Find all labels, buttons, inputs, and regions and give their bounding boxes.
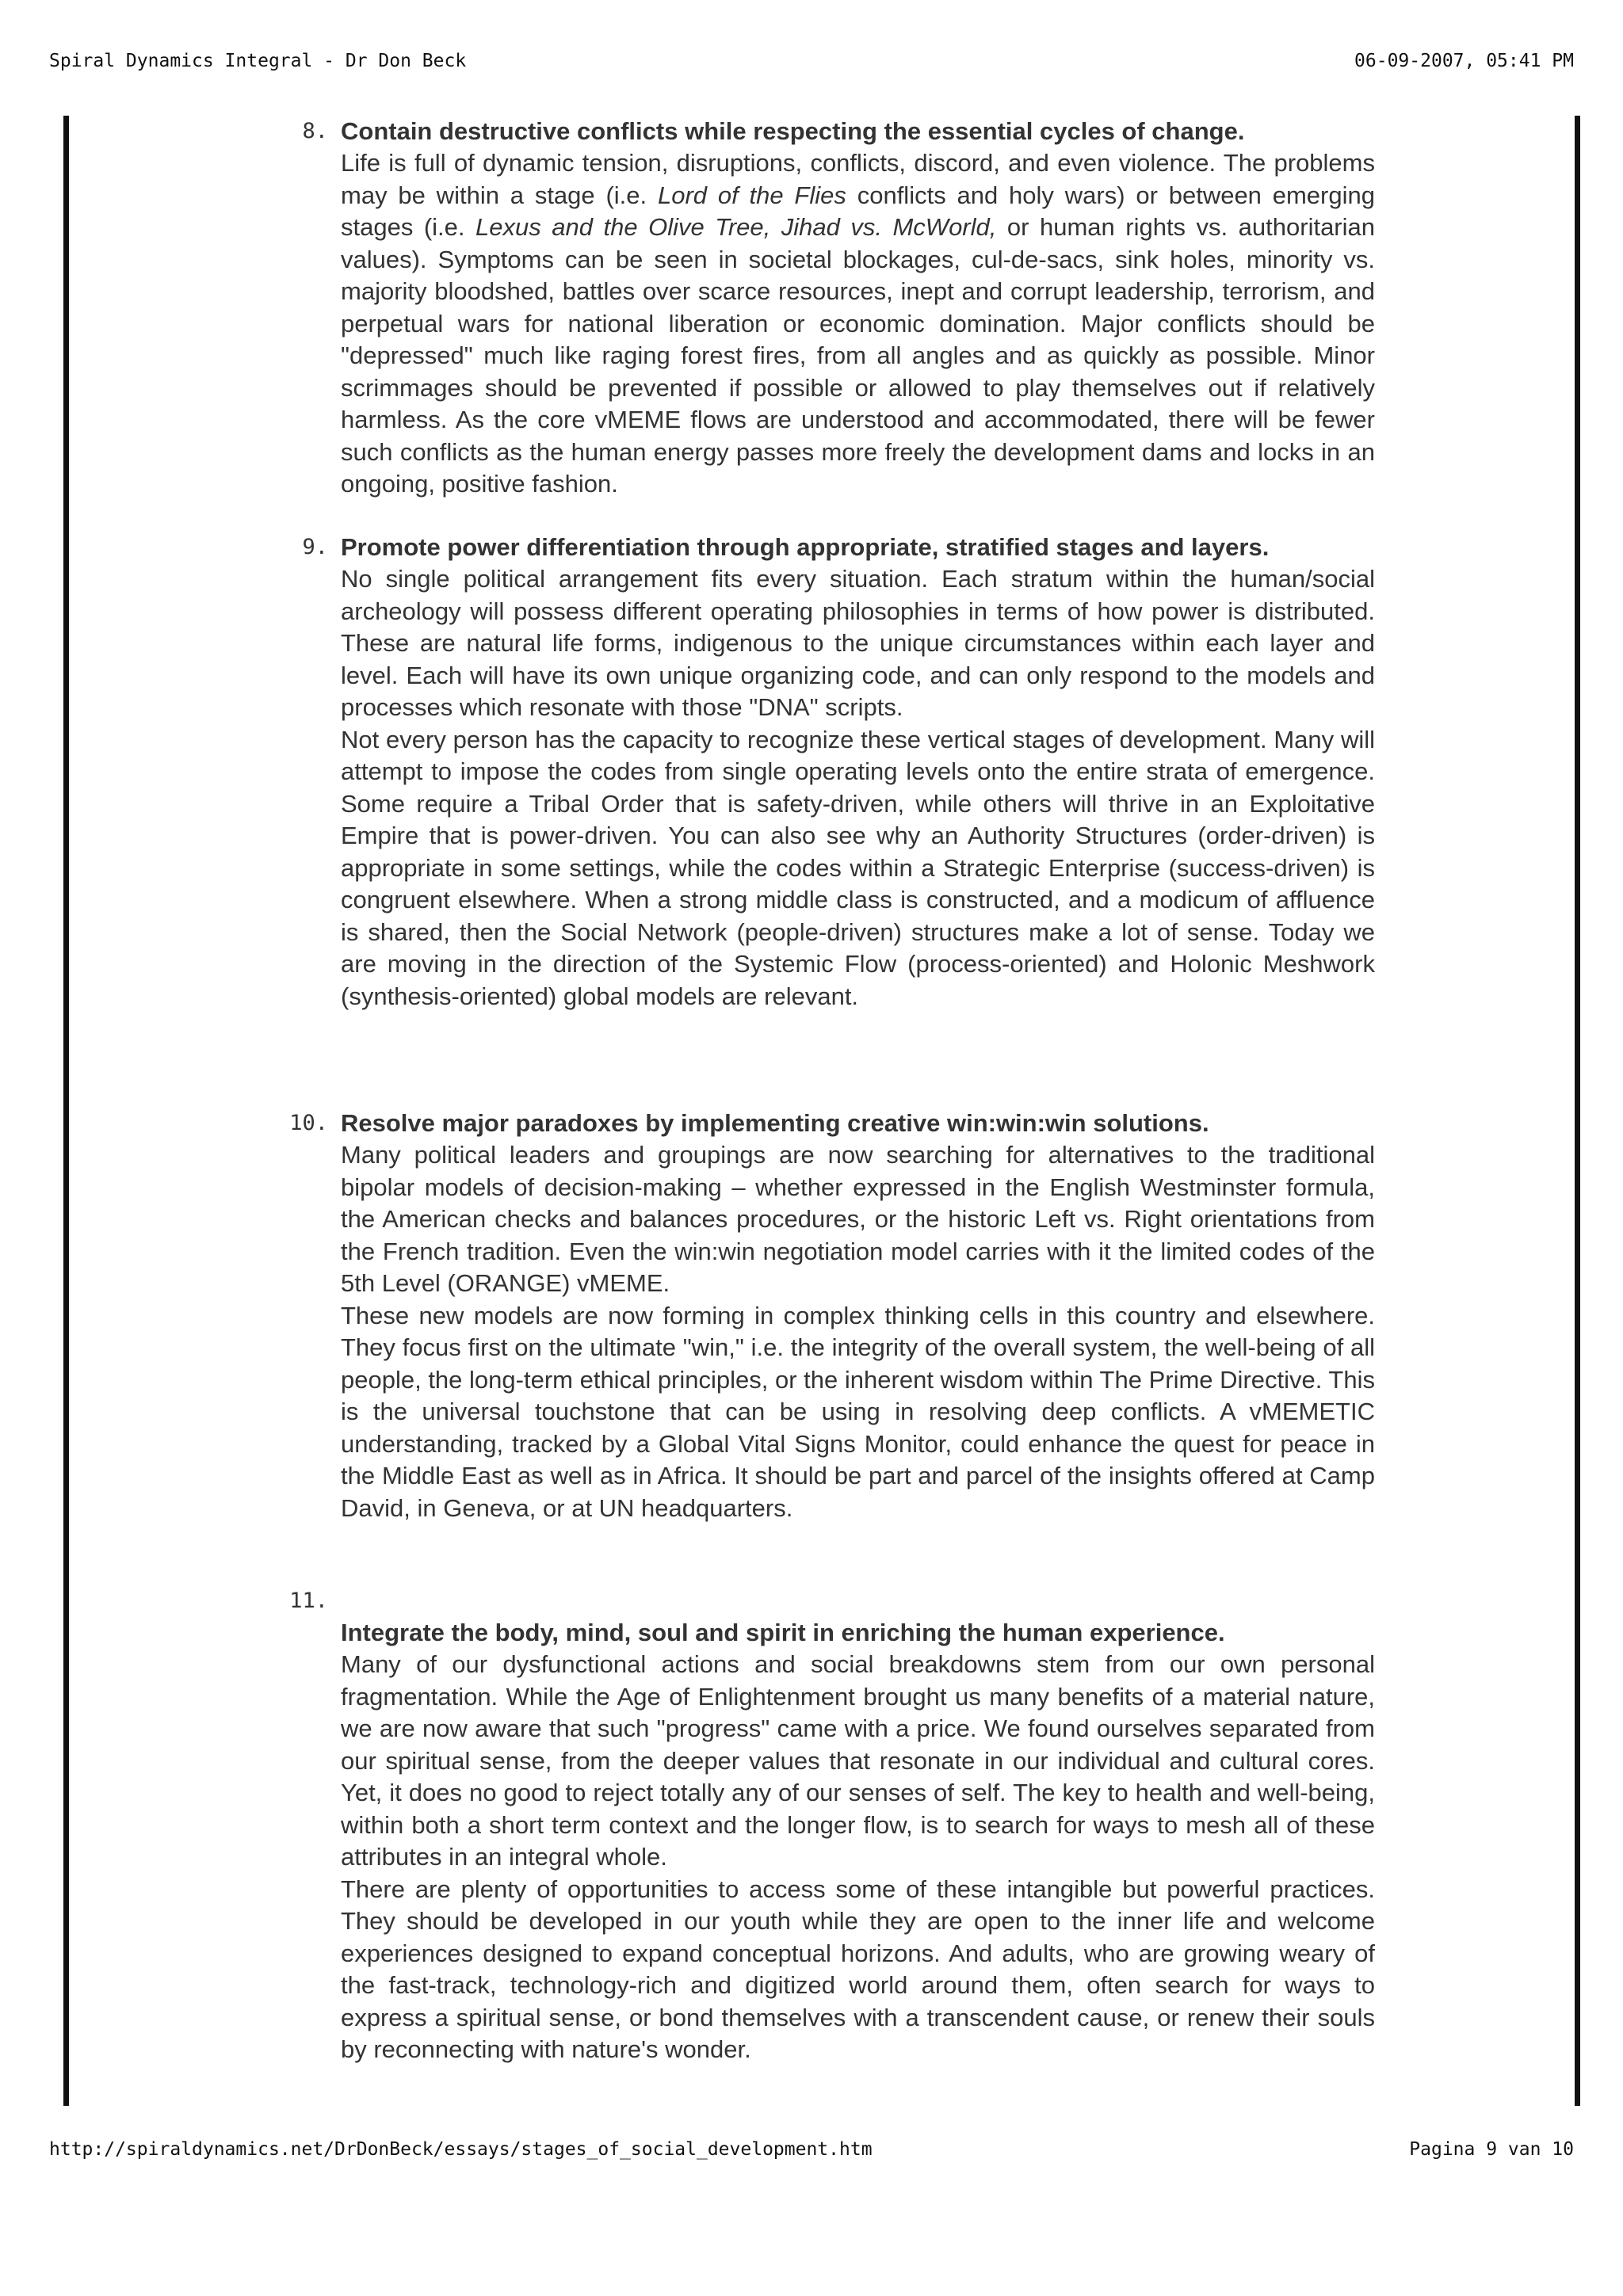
paragraph-text: conflicts and holy wars) or between emerging stages (i.e. <box>341 181 1375 241</box>
list-item-10 <box>289 1108 1375 1524</box>
page-footer <box>49 2139 1574 2160</box>
paragraph-text: Life is full of dynamic tension, disruptions, conflicts, discord, and even violence. The problems may be within a stage (i.e. <box>341 149 1375 209</box>
paragraph-text: or human rights vs. authoritarian values). Symptoms can be seen in societal blockages, cul-de-sacs, sink holes, minority vs. majority bloodshed, battles over scarce resources, inept and corrupt leadership, terrorism, and perpetual wars for national liberation or economic domination. Major conflicts should be "depressed" much like raging forest fires, from all angles and as quickly as possible. Minor scrimmages should be prevented if possible or allowed to play themselves out if relatively harmless. As the core vMEME flows are understood and accommodated, there will be fewer such conflicts as the human energy passes more freely the development dams and locks in an ongoing, positive fashion. <box>341 213 1376 498</box>
list-item-9 <box>302 532 1375 1013</box>
item-number: 11. <box>289 1589 328 1613</box>
item-paragraph: Not every person has the capacity to recognize these vertical stages of development. Many will attempt to impose the codes from single operating levels onto the entire strata of emergence. Some require a Tribal Order that is safety-driven, while others will thrive in an Exploitative Empire that is power-driven. You can also see why an Authority Structures (order-driven) is appropriate in some settings, while the codes within a Strategic Enterprise (success-driven) is congruent elsewhere. When a strong middle class is constructed, and a modicum of affluence is shared, then the Social Network (people-driven) structures make a lot of sense. Today we are moving in the direction of the Systemic Flow (process-oriented) and Holonic Meshwork (synthesis-oriented) global models are relevant. <box>341 725 1375 1010</box>
item-paragraph: These new models are now forming in complex thinking cells in this country and elsewhere. They focus first on the ultimate "win," i.e. the integrity of the overall system, the well-being of all people, the long-term ethical principles, or the inherent wisdom within The Prime Directive. This is the universal touchstone that can be using in resolving deep conflicts. A vMEMETIC understanding, tracked by a Global Vital Signs Monitor, could enhance the quest for peace in the Middle East as well as in Africa. It should be part and parcel of the insights offered at Camp David, in Geneva, or at UN headquarters. <box>341 1301 1375 1522</box>
list-item-11 <box>289 1585 1375 2066</box>
item-paragraph: Many political leaders and groupings are now searching for alternatives to the traditional bipolar models of decision-making – whether expressed in the English Westminster formula, the American checks and balances procedures, or the historic Left vs. Right orientations from the French tradition. Even the win:win negotiation model carries with it the limited codes of the 5th Level (ORANGE) vMEME. <box>341 1141 1375 1297</box>
book-title: Lexus and the Olive Tree, Jihad vs. McWorld, <box>475 213 997 241</box>
footer-url[interactable]: http://spiraldynamics.net/DrDonBeck/essays/stages_of_social_development.htm <box>49 2139 873 2160</box>
page-header <box>49 51 1574 71</box>
footer-page-number: Pagina 9 van 10 <box>1409 2139 1574 2160</box>
header-datetime: 06-09-2007, 05:41 PM <box>1354 51 1574 71</box>
item-paragraph: There are plenty of opportunities to access some of these intangible but powerful practices. They should be developed in our youth while they are open to the inner life and welcome experiences designed to expand conceptual horizons. And adults, who are growing weary of the fast-track, technology-rich and digitized world around them, often search for ways to express a spiritual sense, or bond themselves with a transcendent cause, or renew their souls by reconnecting with nature's wonder. <box>341 1875 1375 2063</box>
item-heading: Promote power differentiation through appropriate, stratified stages and layers. <box>341 533 1270 561</box>
item-paragraph <box>341 147 1375 501</box>
item-spacer <box>341 1585 1375 1617</box>
item-heading: Contain destructive conflicts while respecting the essential cycles of change. <box>341 117 1245 145</box>
list-item-8 <box>302 116 1376 501</box>
item-paragraph: No single political arrangement fits every situation. Each stratum within the human/social archeology will possess different operating philosophies in terms of how power is distributed. These are natural life forms, indigenous to the unique circumstances within each layer and level. Each will have its own unique organizing code, and can only respond to the models and processes which resonate with those "DNA" scripts. <box>341 565 1375 721</box>
right-border-bar <box>1575 116 1580 2106</box>
item-heading: Integrate the body, mind, soul and spirit in enriching the human experience. <box>341 1619 1225 1646</box>
item-paragraph: Many of our dysfunctional actions and social breakdowns stem from our own personal fragmentation. While the Age of Enlightenment brought us many benefits of a material nature, we are now aware that such "progress" came with a price. We found ourselves separated from our spiritual sense, from the deeper values that resonate in our individual and cultural cores. Yet, it does no good to reject totally any of our senses of self. The key to health and well-being, within both a short term context and the longer flow, is to search for ways to mesh all of these attributes in an integral whole. <box>341 1650 1375 1871</box>
book-title: Lord of the Flies <box>657 181 846 209</box>
left-border-bar <box>63 116 69 2106</box>
item-number: 10. <box>289 1111 328 1135</box>
item-number: 9. <box>302 535 328 559</box>
header-title: Spiral Dynamics Integral - Dr Don Beck <box>49 51 467 71</box>
item-heading: Resolve major paradoxes by implementing creative win:win:win solutions. <box>341 1109 1209 1137</box>
item-number: 8. <box>302 119 328 143</box>
